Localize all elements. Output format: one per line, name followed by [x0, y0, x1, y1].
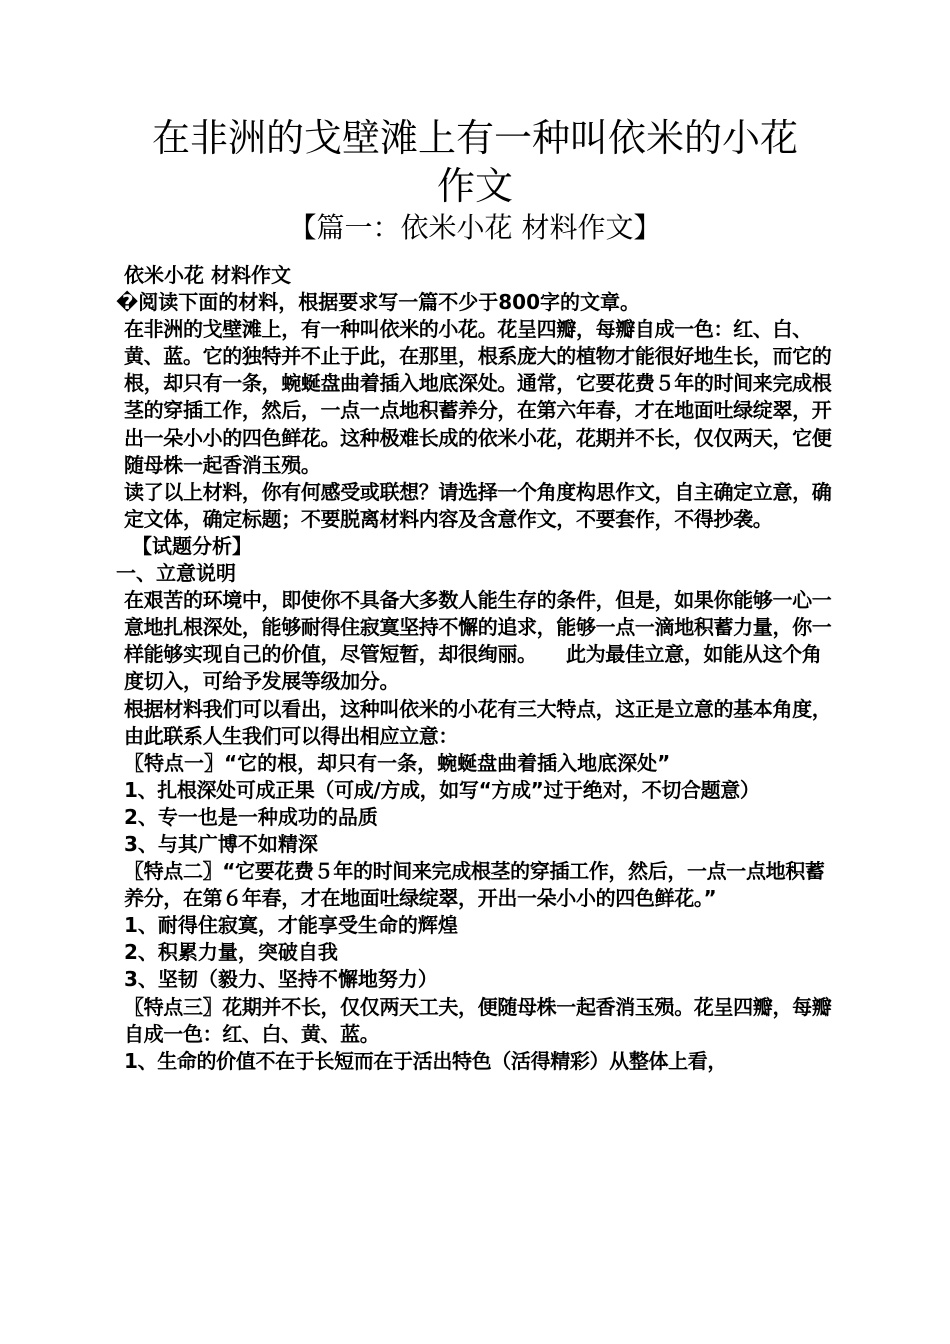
document-subtitle: 【篇一：依米小花 材料作文】: [288, 211, 662, 244]
paragraph-features-intro: 根据材料我们可以看出，这种叫依米的小花有三大特点，这正是立意的基本角度，由此联系人生我们可以得出相应立意：: [124, 696, 832, 748]
paragraph-material: 在非洲的戈壁滩上，有一种叫依米的小花。花呈四瓣，每瓣自成一色：红、白、黄、蓝。它的独特并不止于此，在那里，根系庞大的植物才能很好地生长，而它的根，却只有一条，蜿蜒盘曲着插入地底深处。通常，它要花费５年的时间来完成根茎的穿插工作，然后，一点一点地积蓄养分，在第六年春，才在地面吐绿绽翠，开出一朵小小的四色鲜花。这种极难长成的依米小花，花期并不长，仅仅两天，它便随母株一起香消玉殒。: [124, 317, 832, 477]
list-item: 3、与其广博不如精深: [124, 831, 318, 856]
title-line-2: 作文: [436, 164, 513, 208]
list-item: 3、坚韧（毅力、坚持不懈地努力）: [124, 967, 438, 992]
list-item: 1、耐得住寂寞，才能享受生命的辉煌: [124, 913, 458, 938]
list-item: 1、扎根深处可成正果（可成/方成，如写“方成”过于绝对，不切合题意）: [124, 777, 760, 802]
list-item: 1、生命的价值不在于长短而在于活出特色（活得精彩）从整体上看，: [124, 1048, 728, 1073]
paragraph-feature-two: 〖特点二〗“它要花费５年的时间来完成根茎的穿插工作，然后，一点一点地积蓄养分，在第６年春，才在地面吐绿绽翠，开出一朵小小的四色鲜花。”: [124, 859, 825, 911]
paragraph-analysis-heading: 【试题分析】: [132, 533, 252, 558]
title-line-1: 在非洲的戈壁滩上有一种叫依米的小花: [151, 116, 798, 160]
paragraph-prompt: �阅读下面的材料，根据要求写一篇不少于800字的文章。: [116, 290, 641, 315]
paragraph-section-heading: 一、立意说明: [116, 561, 236, 586]
list-item: 2、专一也是一种成功的品质: [124, 804, 378, 829]
paragraph-feature-one: 〖特点一〗“它的根，却只有一条，蜿蜒盘曲着插入地底深处”: [124, 750, 671, 775]
document-body: [116, 262, 838, 1075]
list-item: 2、积累力量，突破自我: [124, 940, 338, 965]
paragraph-best-theme: 在艰苦的环境中，即使你不具备大多数人能生存的条件，但是，如果你能够一心一意地扎根深处，能够耐得住寂寞坚持不懈的追求，能够一点一滴地积蓄力量，你一样能够实现自己的价值，尽管短暂，却很绚丽。 此为最佳立意，如能从这个角度切入，可给予发展等级加分。: [124, 588, 832, 694]
paragraph-heading: 依米小花 材料作文: [124, 263, 291, 287]
paragraph-requirements: 读了以上材料，你有何感受或联想？请选择一个角度构思作文，自主确定立意，确定文体，确定标题；不要脱离材料内容及含意作文，不要套作，不得抄袭。: [124, 479, 832, 531]
paragraph-feature-three: 〖特点三〗花期并不长，仅仅两天工夫，便随母株一起香消玉殒。花呈四瓣，每瓣自成一色：红、白、黄、蓝。: [124, 994, 832, 1046]
document-title: [100, 114, 850, 210]
